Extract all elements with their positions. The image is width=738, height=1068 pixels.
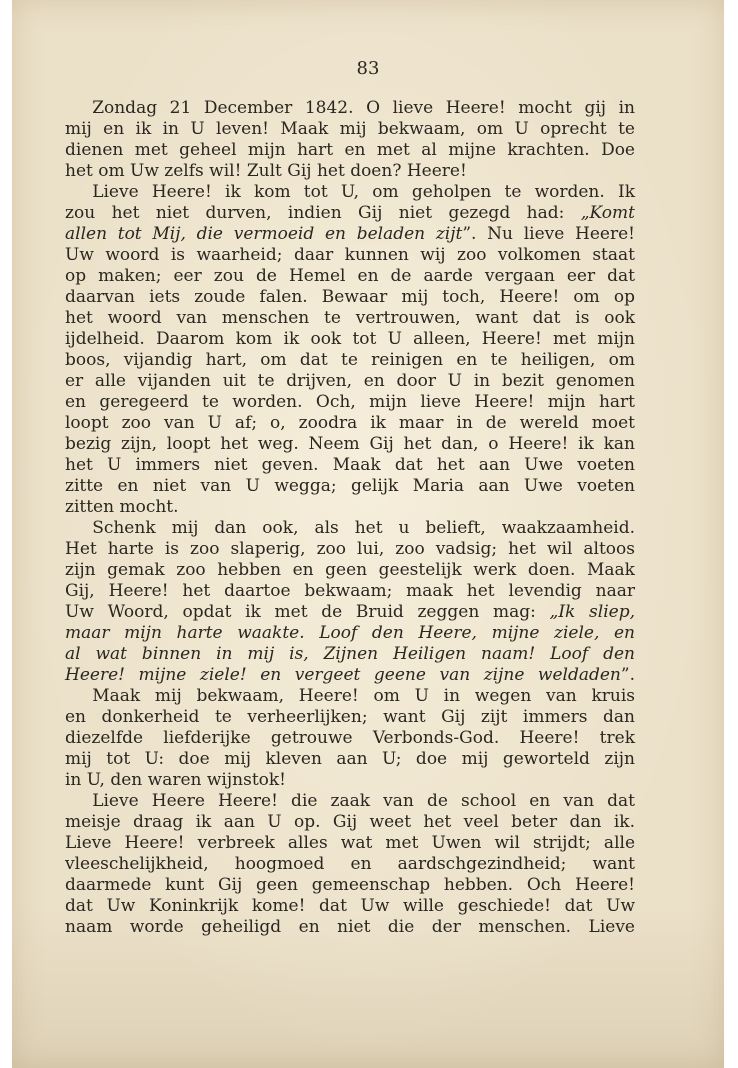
text-line <box>65 119 635 140</box>
text-line <box>65 350 635 371</box>
text-segment: Het harte is zoo slaperig, zoo lui, zoo vadsig; het wil altoos <box>65 539 635 559</box>
text-segment: zitten mocht. <box>65 497 179 517</box>
text-line <box>65 602 635 623</box>
italic-quote: maar mijn harte waakte. Loof den Heere, mijne ziele, en <box>65 623 635 643</box>
italic-quote: al wat binnen in mij is, Zijnen Heiligen naam! Loof den <box>65 644 635 664</box>
text-line <box>65 497 635 518</box>
text-line <box>65 770 635 791</box>
text-segment: Maak mij bekwaam, Heere! om U in wegen van kruis <box>92 686 635 706</box>
text-line <box>65 749 635 770</box>
text-line <box>65 854 635 875</box>
text-line <box>65 140 635 161</box>
text-line <box>65 812 635 833</box>
text-segment: en donkerheid te verheerlijken; want Gij zijt immers dan <box>65 707 635 727</box>
text-segment: ”. <box>620 665 635 685</box>
italic-quote: „Komt <box>580 203 635 223</box>
text-segment: het woord van menschen te vertrouwen, want dat is ook <box>65 308 635 328</box>
text-line <box>65 686 635 707</box>
text-segment: mij en ik in U leven! Maak mij bekwaam, om U oprecht te <box>65 119 635 139</box>
text-line <box>65 287 635 308</box>
text-line <box>65 707 635 728</box>
text-line <box>65 266 635 287</box>
text-line <box>65 560 635 581</box>
text-segment: daarvan iets zoude falen. Bewaar mij toch, Heere! om op <box>65 287 635 307</box>
text-line <box>65 455 635 476</box>
book-page <box>12 0 724 1068</box>
text-line <box>65 644 635 665</box>
text-segment: bezig zijn, loopt het weg. Neem Gij het dan, o Heere! ik kan <box>65 434 635 454</box>
text-line <box>65 728 635 749</box>
text-segment: op maken; eer zou de Hemel en de aarde vergaan eer dat <box>65 266 635 286</box>
text-segment: Zondag 21 December 1842. O lieve Heere! mocht gij in <box>92 98 635 118</box>
text-segment: naam worde geheiligd en niet die der menschen. Lieve <box>65 917 635 937</box>
text-segment: meisje draag ik aan U op. Gij weet het veel beter dan ik. <box>65 812 635 832</box>
text-line <box>65 161 635 182</box>
text-segment: dat Uw Koninkrijk kome! dat Uw wille geschiede! dat Uw <box>65 896 635 916</box>
text-segment: vleeschelijkheid, hoogmoed en aardschgezindheid; want <box>65 854 635 874</box>
text-segment: Uw Woord, opdat ik met de Bruid zeggen mag: <box>65 602 550 622</box>
text-segment: zitte en niet van U wegga; gelijk Maria aan Uwe voeten <box>65 476 635 496</box>
text-segment: ijdelheid. Daarom kom ik ook tot U alleen, Heere! met mijn <box>65 329 635 349</box>
text-line <box>65 98 635 119</box>
text-line <box>65 581 635 602</box>
text-line <box>65 413 635 434</box>
text-segment: in U, den waren wijnstok! <box>65 770 287 790</box>
italic-quote: Heere! mijne ziele! en vergeet geene van zijne weldaden <box>65 665 621 685</box>
text-line <box>65 791 635 812</box>
text-segment: en geregeerd te worden. Och, mijn lieve Heere! mijn hart <box>65 392 635 412</box>
italic-quote: „Ik sliep, <box>549 602 635 622</box>
text-line <box>65 896 635 917</box>
text-segment: Lieve Heere Heere! die zaak van de school en van dat <box>92 791 635 811</box>
italic-quote: allen tot Mij, die vermoeid en beladen zijt <box>65 224 463 244</box>
text-line <box>65 224 635 245</box>
text-line <box>65 665 635 686</box>
text-line <box>65 833 635 854</box>
text-segment: Lieve Heere! ik kom tot U, om geholpen te worden. Ik <box>92 182 635 202</box>
text-line <box>65 917 635 938</box>
text-segment: dienen met geheel mijn hart en met al mijne krachten. Doe <box>65 140 635 160</box>
text-line <box>65 203 635 224</box>
text-line <box>65 371 635 392</box>
text-segment: zou het niet durven, indien Gij niet gezegd had: <box>65 203 581 223</box>
text-segment: Uw woord is waarheid; daar kunnen wij zoo volkomen staat <box>65 245 635 265</box>
text-line <box>65 329 635 350</box>
text-segment: loopt zoo van U af; o, zoodra ik maar in de wereld moet <box>65 413 635 433</box>
text-line <box>65 245 635 266</box>
text-segment: het U immers niet geven. Maak dat het aan Uwe voeten <box>65 455 635 475</box>
text-line <box>65 182 635 203</box>
text-segment: diezelfde liefderijke getrouwe Verbonds-God. Heere! trek <box>65 728 635 748</box>
text-line <box>65 476 635 497</box>
text-segment: mij tot U: doe mij kleven aan U; doe mij geworteld zijn <box>65 749 635 769</box>
text-segment: Gij, Heere! het daartoe bekwaam; maak het levendig naar <box>65 581 635 601</box>
text-segment: Lieve Heere! verbreek alles wat met Uwen wil strijdt; alle <box>65 833 635 853</box>
body-text <box>65 98 635 938</box>
text-segment: er alle vijanden uit te drijven, en door U in bezit genomen <box>65 371 635 391</box>
page-number: 83 <box>356 58 380 79</box>
text-segment: Schenk mij dan ook, als het u belieft, waakzaamheid. <box>92 518 635 538</box>
text-line <box>65 308 635 329</box>
text-line <box>65 875 635 896</box>
text-segment: zijn gemak zoo hebben en geen geestelijk werk doen. Maak <box>65 560 635 580</box>
text-segment: boos, vijandig hart, om dat te reinigen en te heiligen, om <box>65 350 635 370</box>
text-line <box>65 539 635 560</box>
text-line <box>65 518 635 539</box>
text-segment: daarmede kunt Gij geen gemeenschap hebben. Och Heere! <box>65 875 635 895</box>
text-line <box>65 623 635 644</box>
text-line <box>65 434 635 455</box>
text-segment: het om Uw zelfs wil! Zult Gij het doen? Heere! <box>65 161 467 181</box>
text-segment: ”. Nu lieve Heere! <box>462 224 635 244</box>
text-line <box>65 392 635 413</box>
